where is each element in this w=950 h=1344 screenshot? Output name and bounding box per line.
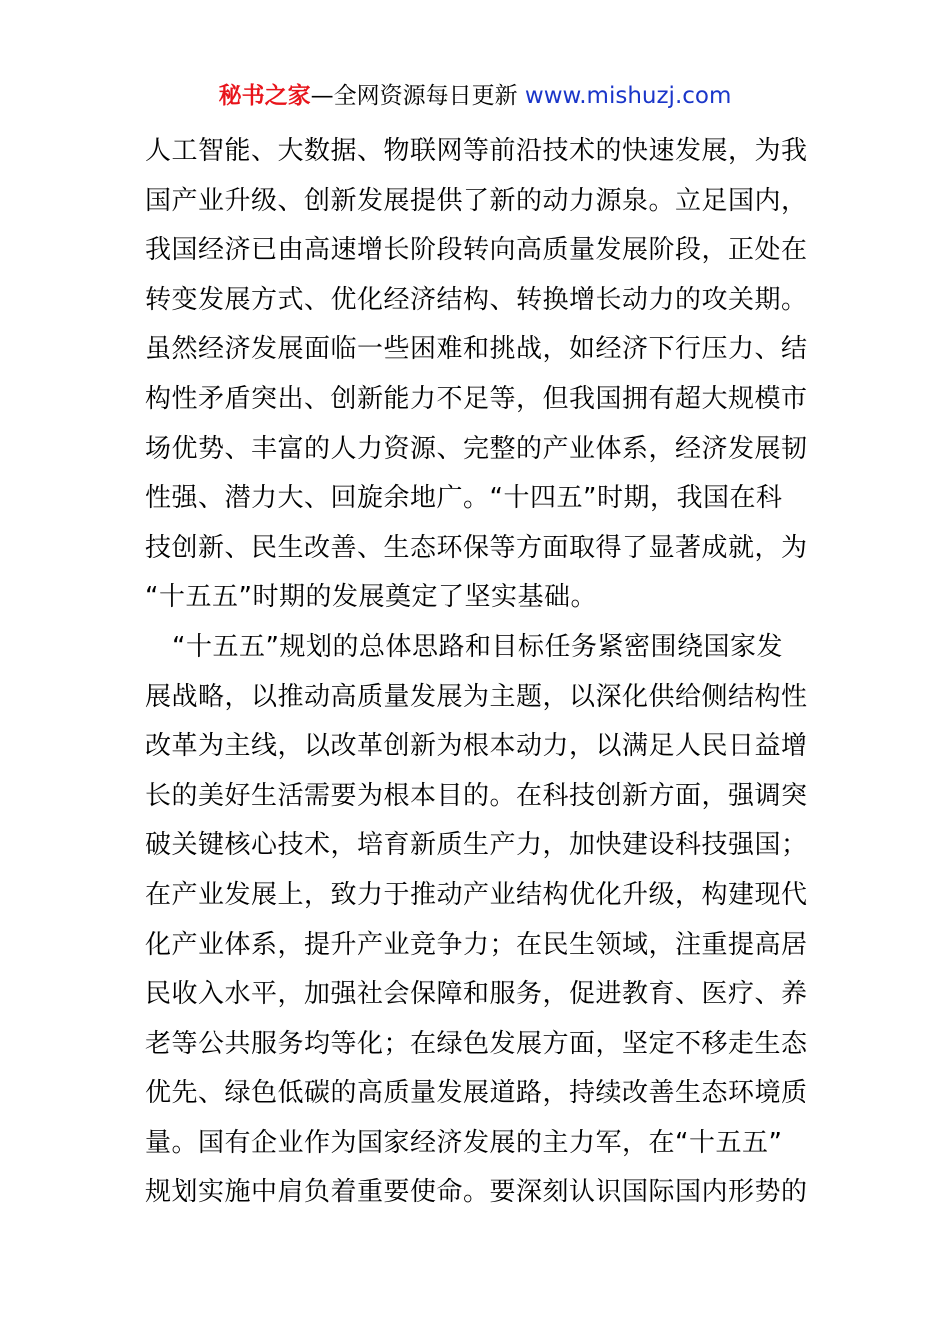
text-line: 老等公共服务均等化；在绿色发展方面，坚定不移走生态 — [145, 1028, 808, 1059]
document-body — [145, 127, 809, 1218]
text-line: 虽然经济发展面临一些困难和挑战，如经济下行压力、结 — [145, 334, 808, 365]
site-brand: 秘书之家 — [218, 83, 311, 109]
text-line: 构性矛盾突出、创新能力不足等，但我国拥有超大规模市 — [145, 383, 808, 414]
text-line: 破关键核心技术，培育新质生产力，加快建设科技强国； — [145, 830, 808, 861]
text-line: 性强、潜力大、回旋余地广。“十四五”时期，我国在科 — [145, 483, 783, 514]
text-line: 在产业发展上，致力于推动产业结构优化升级，构建现代 — [145, 879, 808, 910]
text-line: 民收入水平，加强社会保障和服务，促进教育、医疗、养 — [145, 979, 808, 1010]
text-line: “十五五”规划的总体思路和目标任务紧密围绕国家发 — [172, 631, 783, 662]
text-line: “十五五”时期的发展奠定了坚实基础。 — [145, 582, 597, 613]
text-line: 优先、绿色低碳的高质量发展道路，持续改善生态环境质 — [145, 1078, 808, 1109]
text-line: 我国经济已由高速增长阶段转向高质量发展阶段，正处在 — [145, 235, 808, 266]
text-line: 转变发展方式、优化经济结构、转换增长动力的攻关期。 — [145, 284, 808, 315]
text-line: 规划实施中肩负着重要使命。要深刻认识国际国内形势的 — [145, 1177, 808, 1208]
text-line: 场优势、丰富的人力资源、完整的产业体系，经济发展韧 — [145, 433, 808, 464]
text-line: 国产业升级、创新发展提供了新的动力源泉。立足国内， — [145, 185, 808, 216]
text-line: 人工智能、大数据、物联网等前沿技术的快速发展，为我 — [145, 136, 808, 166]
text-line: 技创新、民生改善、生态环保等方面取得了显著成就，为 — [145, 532, 808, 563]
paragraph-2 — [145, 623, 809, 1218]
site-url[interactable]: www.mishuzj.com — [524, 83, 732, 109]
text-line: 改革为主线，以改革创新为根本动力，以满足人民日益增 — [145, 731, 808, 762]
site-header — [0, 80, 950, 112]
text-line: 长的美好生活需要为根本目的。在科技创新方面，强调突 — [145, 780, 808, 811]
text-line: 展战略，以推动高质量发展为主题，以深化供给侧结构性 — [145, 681, 808, 712]
text-line: 化产业体系，提升产业竞争力；在民生领域，注重提高居 — [145, 929, 808, 960]
text-line: 量。国有企业作为国家经济发展的主力军，在“十五五” — [145, 1127, 783, 1158]
paragraph-1 — [145, 127, 809, 623]
site-tagline: —全网资源每日更新 — [310, 83, 518, 109]
